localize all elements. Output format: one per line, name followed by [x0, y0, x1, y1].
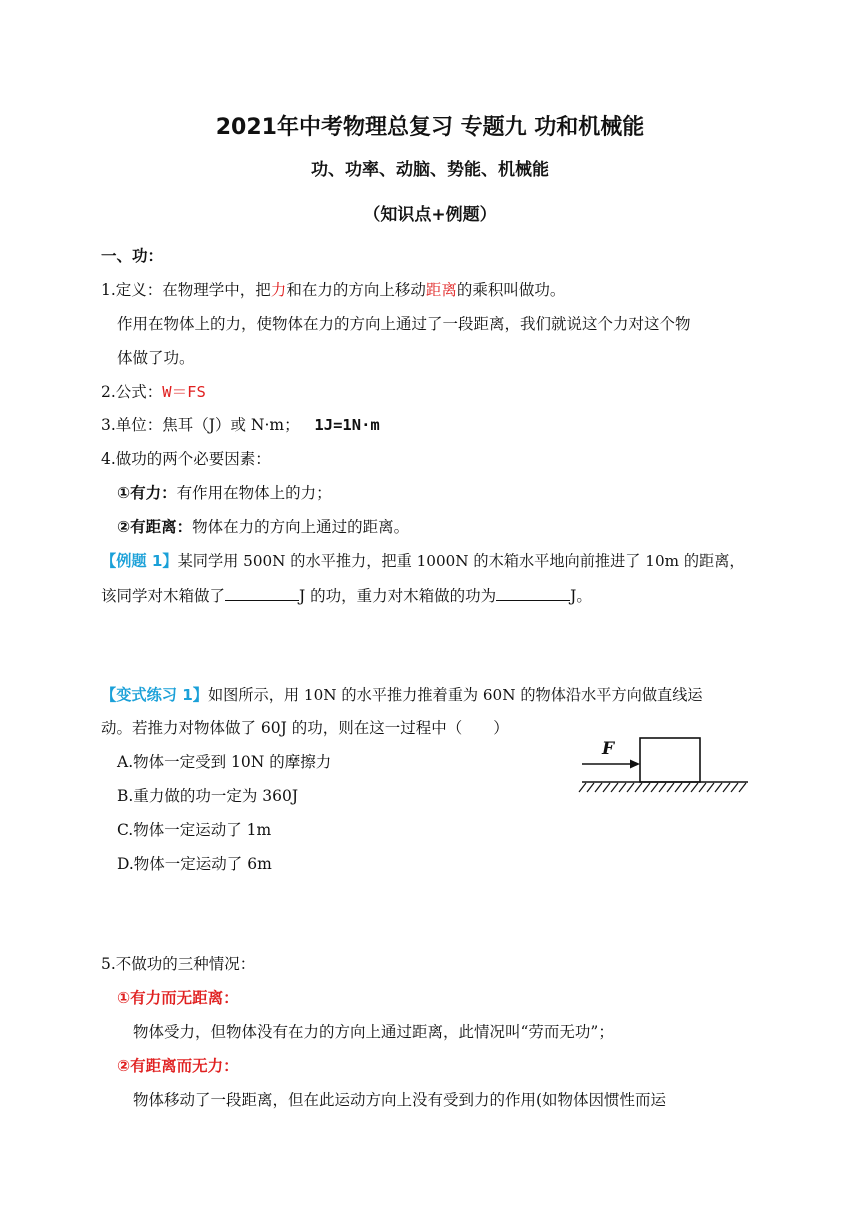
hatch-mark: [707, 783, 714, 792]
hatch-mark: [635, 783, 642, 792]
example-1-text: 某同学用 500N 的水平推力，把重 1000N 的木箱水平地向前推进了 10m 的距离，: [177, 552, 745, 570]
practice-1-text: 如图所示，用 10N 的水平推力推着重为 60N 的物体沿水平方向做直线运: [207, 686, 703, 704]
hatch-mark: [667, 783, 674, 792]
formula-label: 2.公式：: [101, 383, 163, 401]
unit-line: [101, 414, 380, 436]
case-1-title: ①有力而无距离：: [117, 989, 239, 1007]
definition-distance: 距离: [425, 281, 457, 299]
hatch-mark: [683, 783, 690, 792]
option-c: C.物体一定运动了 1m: [117, 821, 272, 839]
document-subtitle-note: （知识点+例题）: [363, 205, 497, 225]
document-subtitle: 功、功率、动脑、势能、机械能: [311, 160, 549, 180]
factor-1: [117, 482, 332, 504]
definition-force: 力: [270, 281, 287, 299]
practice-1-line-1: [101, 684, 703, 706]
example-1-text-b: J 的功，重力对木箱做的功为: [299, 587, 497, 605]
block-rect: [640, 738, 700, 782]
hatch-mark: [675, 783, 682, 792]
section-5-heading: 5.不做功的三种情况：: [101, 955, 256, 973]
example-1-tag: 【例题 1】: [101, 552, 178, 570]
unit-label: 3.单位：焦耳（J）或 N·m；: [101, 416, 300, 434]
ground-hatching: [579, 783, 746, 792]
definition-prefix: 1.定义：在物理学中，把: [101, 281, 271, 299]
answer-blank-1[interactable]: [225, 584, 299, 601]
hatch-mark: [627, 783, 634, 792]
force-label: F: [602, 739, 615, 759]
factor-2: [117, 516, 409, 538]
force-arrow-head: [630, 760, 640, 769]
hatch-mark: [603, 783, 610, 792]
practice-1-line-2: 动。若推力对物体做了 60J 的功，则在这一过程中（ ）: [101, 719, 509, 737]
case-2-text: 物体移动了一段距离，但在此运动方向上没有受到力的作用(如物体因惯性而运: [133, 1091, 667, 1109]
factors-heading: 4.做功的两个必要因素：: [101, 450, 271, 468]
definition-line: [101, 279, 565, 301]
hatch-mark: [643, 783, 650, 792]
example-1-line-1: [101, 550, 745, 572]
hatch-mark: [691, 783, 698, 792]
hatch-mark: [731, 783, 738, 792]
factor-2-text: 物体在力的方向上通过的距离。: [192, 518, 410, 536]
definition-line-2: 作用在物体上的力，使物体在力的方向上通过了一段距离，我们就说这个力对这个物: [117, 315, 691, 333]
practice-1-tag: 【变式练习 1】: [101, 686, 208, 704]
document-title: 2021年中考物理总复习 专题九 功和机械能: [215, 115, 645, 140]
option-a: A.物体一定受到 10N 的摩擦力: [117, 753, 332, 771]
factor-1-key: ①有力：: [117, 484, 177, 502]
case-1-text: 物体受力，但物体没有在力的方向上通过距离，此情况叫“劳而无功”；: [133, 1023, 614, 1041]
hatch-mark: [587, 783, 594, 792]
hatch-mark: [579, 783, 586, 792]
hatch-mark: [595, 783, 602, 792]
definition-line-3: 体做了功。: [117, 349, 195, 367]
hatch-mark: [659, 783, 666, 792]
hatch-mark: [651, 783, 658, 792]
hatch-mark: [611, 783, 618, 792]
formula-line: [101, 381, 206, 403]
definition-mid: 和在力的方向上移动: [286, 281, 426, 299]
hatch-mark: [619, 783, 626, 792]
push-force-figure: [578, 734, 750, 796]
factor-2-key: ②有距离：: [117, 518, 193, 536]
hatch-mark: [739, 783, 746, 792]
hatch-mark: [699, 783, 706, 792]
answer-blank-2[interactable]: [496, 584, 570, 601]
example-1-text-a: 该同学对木箱做了: [101, 587, 226, 605]
example-1-line-2: [101, 584, 592, 607]
definition-suffix: 的乘积叫做功。: [456, 281, 566, 299]
example-1-text-c: J。: [570, 587, 592, 605]
option-b: B.重力做的功一定为 360J: [117, 787, 299, 805]
case-2-title: ②有距离而无力：: [117, 1057, 239, 1075]
section-heading-work: 一、功：: [101, 247, 164, 265]
hatch-mark: [715, 783, 722, 792]
hatch-mark: [723, 783, 730, 792]
formula-value: W＝FS: [162, 383, 206, 401]
factor-1-text: 有作用在物体上的力；: [176, 484, 332, 502]
unit-equation: 1J=1N·m: [314, 416, 380, 434]
option-d: D.物体一定运动了 6m: [117, 855, 272, 873]
